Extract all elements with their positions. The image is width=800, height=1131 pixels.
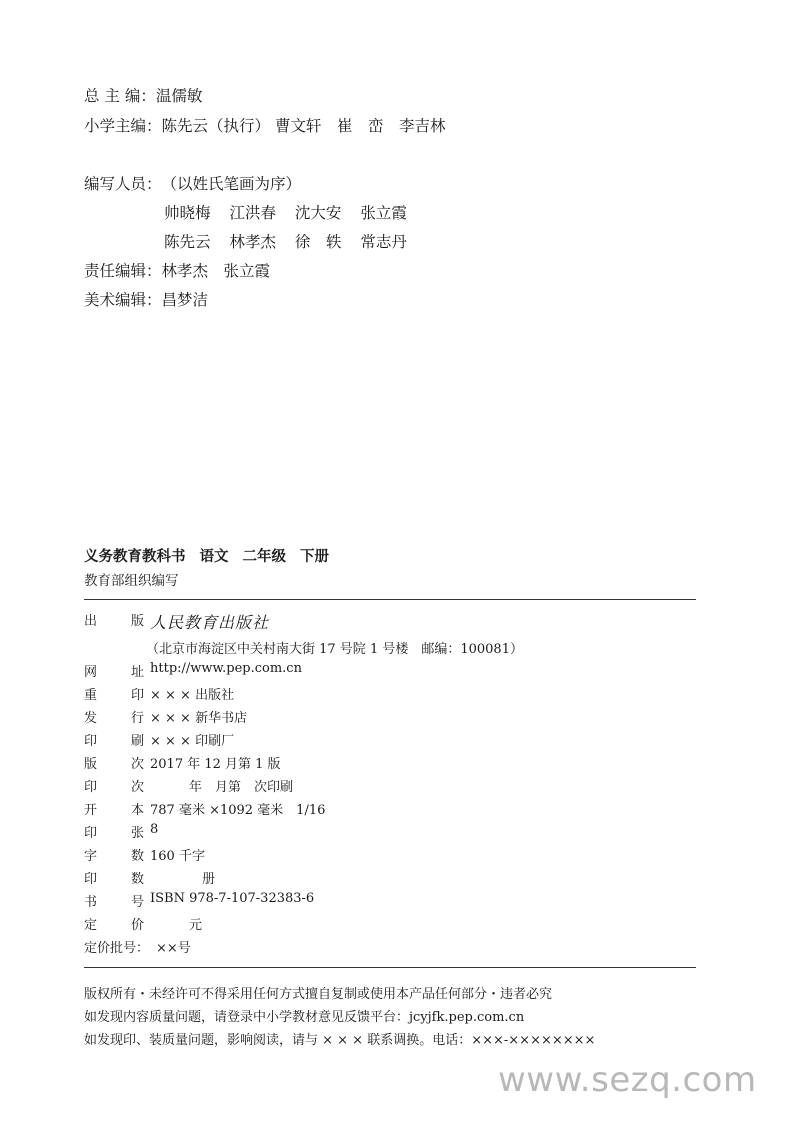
writer-name: 帅晓梅 (164, 204, 211, 222)
copyright-notice: 版权所有・未经许可不得采用任何方式擅自复制或使用本产品任何部分・违者必究 (84, 987, 553, 1002)
book-subject: 语文 (199, 549, 229, 565)
publisher-logo: 人民教育出版社 (150, 613, 270, 632)
writers-label: 编写人员： (84, 175, 162, 193)
writer-name: 常志丹 (360, 233, 407, 251)
chief-editor-label: 总 主 编： (84, 87, 156, 105)
publication-row-label: 定 价 (84, 918, 144, 933)
publication-row-value: 册 (150, 872, 216, 887)
book-title (84, 545, 343, 566)
publication-row-label: 印 次 (84, 780, 144, 795)
publication-row-value: × × × 印刷厂 (150, 734, 235, 749)
writer-name: 沈大安 (294, 204, 342, 222)
publication-row-value: ××号 (156, 941, 191, 956)
art-editor-label: 美术编辑： (84, 291, 162, 309)
publication-row-label: 定价批号： (84, 941, 150, 956)
publication-row-label: 网 址 (84, 665, 144, 680)
publication-row-value: 元 (150, 918, 203, 933)
responsible-editor-value: 林孝杰 张立霞 (161, 262, 271, 280)
writer-name: 张立霞 (360, 204, 407, 222)
chief-editor-row (84, 84, 202, 106)
publication-row-label: 印 张 (84, 826, 144, 841)
publication-row-value: 年 月第 次印刷 (150, 780, 294, 795)
book-grade: 二年级 (242, 549, 286, 565)
writer-name: 陈先云 (164, 233, 211, 251)
book-series: 义务教育教科书 (84, 549, 186, 565)
primary-editor-row (84, 114, 445, 136)
art-editor-value: 昌梦洁 (161, 291, 209, 309)
book-compiler: 教育部组织编写 (84, 573, 179, 589)
publication-row-value: 2017 年 12 月第 1 版 (150, 757, 281, 772)
publication-row-label: 发 行 (84, 711, 144, 726)
publication-row-label: 字 数 (84, 849, 144, 864)
book-volume: 下册 (300, 549, 329, 565)
publication-row-label: 重 印 (84, 688, 144, 703)
divider-top (84, 599, 696, 600)
writers-names-line-1 (164, 201, 421, 223)
publication-row-value: × × × 出版社 (150, 688, 235, 703)
primary-editor-label: 小学主编： (84, 117, 162, 135)
publication-row-value: × × × 新华书店 (150, 711, 248, 726)
publication-row-value: ISBN 978-7-107-32383-6 (150, 891, 315, 906)
feedback-notice: 如发现内容质量问题，请登录中小学教材意见反馈平台：jcyjfk.pep.com.cn (84, 1010, 525, 1025)
publication-row-label: 书 号 (84, 895, 144, 910)
chief-editor-value: 温儒敏 (155, 87, 203, 105)
writers-row (84, 172, 301, 194)
publication-row-label: 版 次 (84, 757, 144, 772)
primary-editor-value: 陈先云（执行） 曹文轩 崔 峦 李吉林 (161, 117, 446, 135)
art-editor-row (84, 288, 208, 310)
quality-notice: 如发现印、装质量问题，影响阅读，请与 × × × 联系调换。电话：×××-×××××××× (84, 1033, 596, 1048)
publication-row-value: 160 千字 (150, 849, 205, 864)
publication-row-value: 8 (150, 822, 159, 837)
site-watermark: www.sezq.com (498, 1060, 757, 1100)
publisher-label: 出 版 (84, 614, 144, 629)
publisher-address: （北京市海淀区中关村南大街 17 号院 1 号楼 邮编：100081） (146, 642, 523, 657)
responsible-editor-label: 责任编辑： (84, 262, 162, 280)
writers-note: （以姓氏笔画为序） (161, 175, 302, 193)
writers-names-line-2 (164, 230, 421, 252)
publication-row-label: 印 刷 (84, 734, 144, 749)
writer-name: 徐 轶 (294, 233, 342, 251)
publication-row-value: 787 毫米 ×1092 毫米 1/16 (150, 803, 326, 818)
divider-bottom (84, 967, 696, 968)
writer-name: 江洪春 (229, 204, 276, 222)
writer-name: 林孝杰 (229, 233, 276, 251)
responsible-editor-row (84, 259, 270, 281)
publication-row-value: http://www.pep.com.cn (150, 661, 302, 676)
publication-row-label: 开 本 (84, 803, 144, 818)
publication-row-label: 印 数 (84, 872, 144, 887)
